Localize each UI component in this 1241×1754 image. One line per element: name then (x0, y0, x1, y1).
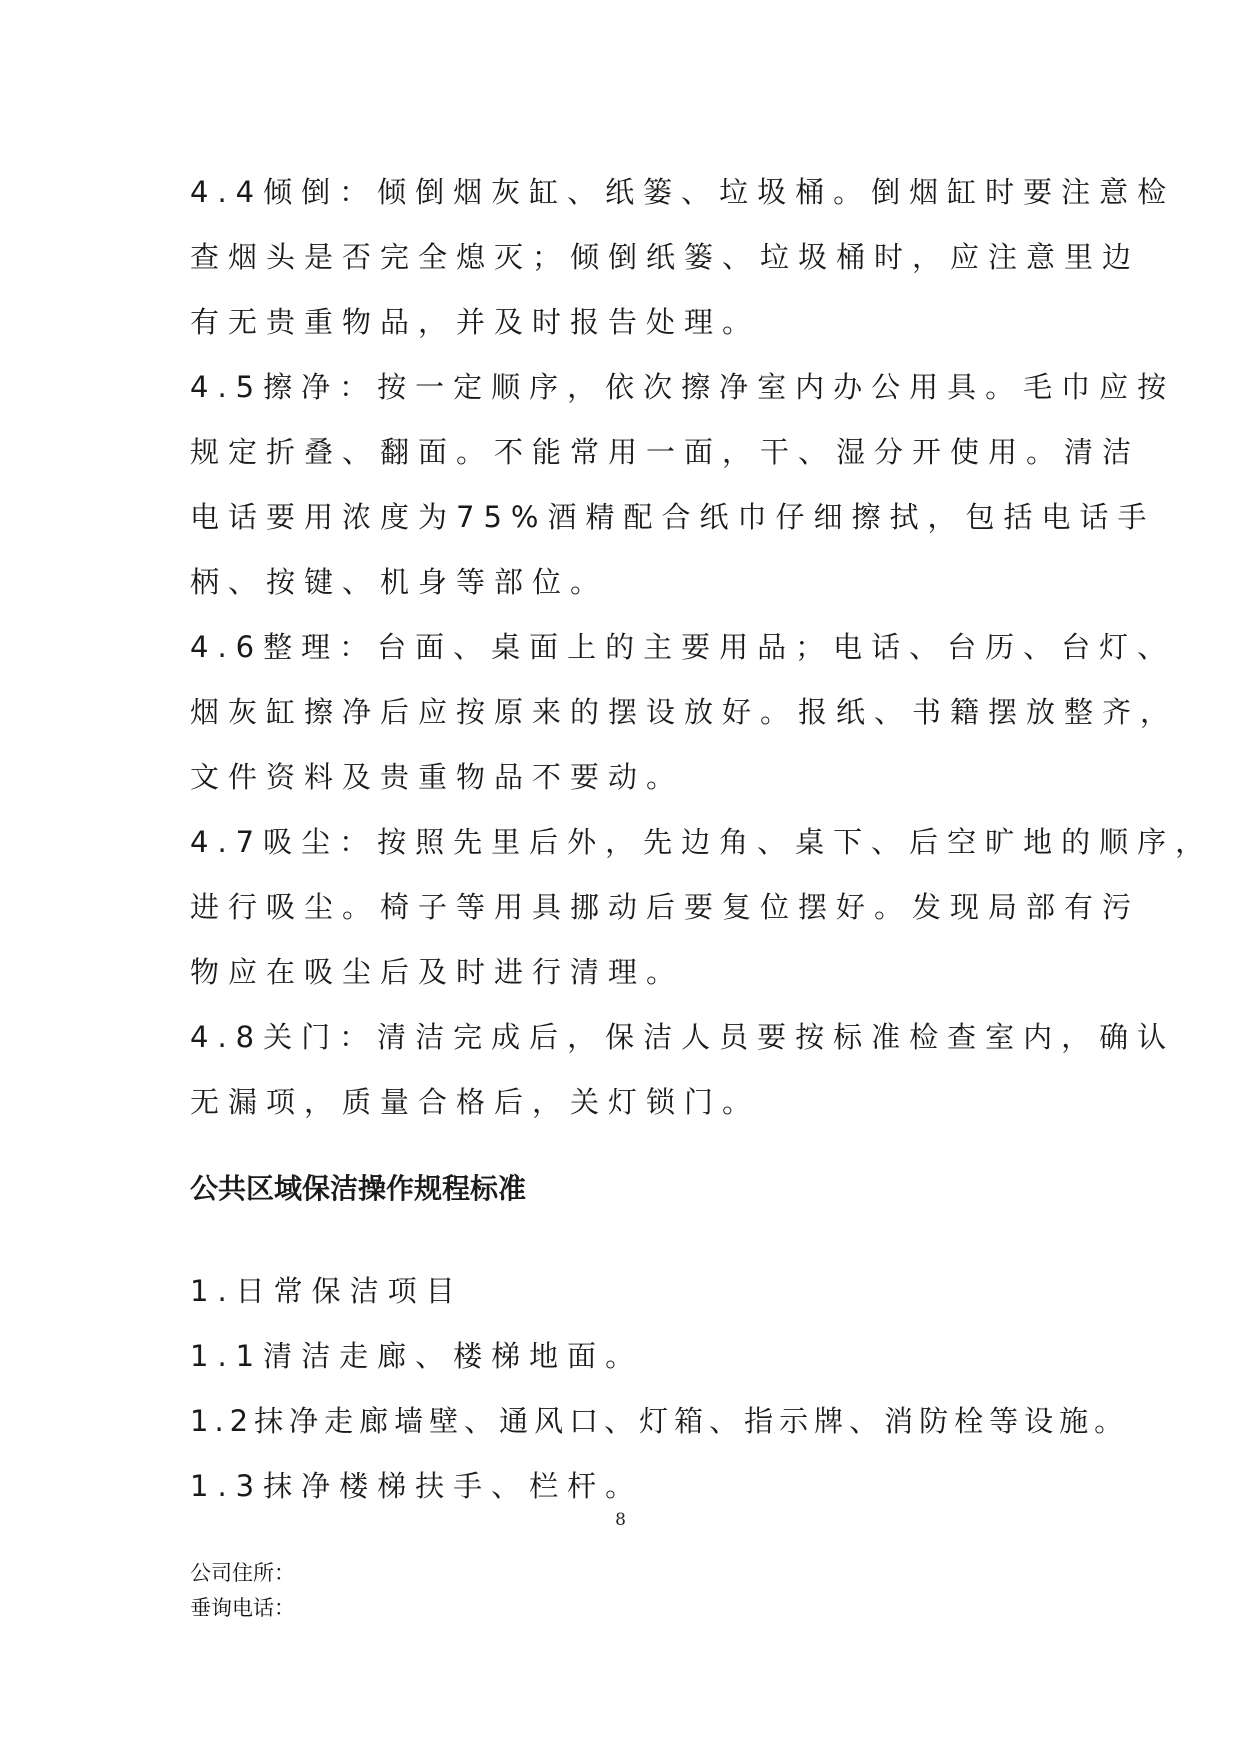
text-line: 有无贵重物品，并及时报告处理。 (190, 305, 761, 339)
document-body (190, 160, 1214, 1519)
text-line: 查烟头是否完全熄灭；倾倒纸篓、垃圾桶时，应注意里边 (190, 240, 1141, 274)
paragraph-4-5 (190, 355, 1176, 615)
list-item: 1.3抹净楼梯扶手、栏杆。 (190, 1469, 644, 1503)
text-line: 4.8关门：清洁完成后，保洁人员要按标准检查室内，确认 (190, 1020, 1176, 1054)
list-item: 1.2抹净走廊墙壁、通风口、灯箱、指示牌、消防栓等设施。 (190, 1404, 1130, 1438)
paragraph-4-6 (190, 615, 1179, 810)
list-item: 1.日常保洁项目 (190, 1274, 464, 1308)
paragraph-4-8 (190, 1005, 1176, 1135)
text-line: 无漏项，质量合格后，关灯锁门。 (190, 1085, 761, 1119)
text-line: 规定折叠、翻面。不能常用一面，干、湿分开使用。清洁 (190, 435, 1141, 469)
text-line: 文件资料及贵重物品不要动。 (190, 760, 685, 794)
footer-phone-label: 垂询电话： (190, 1596, 295, 1620)
section-list (190, 1259, 1130, 1519)
text-line: 进行吸尘。椅子等用具挪动后要复位摆好。发现局部有污 (190, 890, 1141, 924)
text-line: 电话要用浓度为75%酒精配合纸巾仔细擦拭，包括电话手 (190, 500, 1156, 534)
text-line: 柄、按键、机身等部位。 (190, 565, 609, 599)
paragraph-4-7 (190, 810, 1214, 1005)
page-number: 8 (615, 1510, 626, 1530)
paragraph-4-4 (190, 160, 1176, 355)
text-line: 4.7吸尘：按照先里后外，先边角、桌下、后空旷地的顺序， (190, 825, 1214, 859)
text-line: 4.5擦净：按一定顺序，依次擦净室内办公用具。毛巾应按 (190, 370, 1176, 404)
text-line: 4.6整理：台面、桌面上的主要用品；电话、台历、台灯、 (190, 630, 1176, 664)
text-line: 4.4倾倒：倾倒烟灰缸、纸篓、垃圾桶。倒烟缸时要注意检 (190, 175, 1176, 209)
page-footer (190, 1556, 295, 1626)
text-line: 烟灰缸擦净后应按原来的摆设放好。报纸、书籍摆放整齐， (190, 695, 1179, 729)
section-heading: 公共区域保洁操作规程标准 (190, 1172, 527, 1205)
text-line: 物应在吸尘后及时进行清理。 (190, 955, 685, 989)
footer-address-label: 公司住所： (190, 1561, 295, 1585)
list-item: 1.1清洁走廊、楼梯地面。 (190, 1339, 644, 1373)
